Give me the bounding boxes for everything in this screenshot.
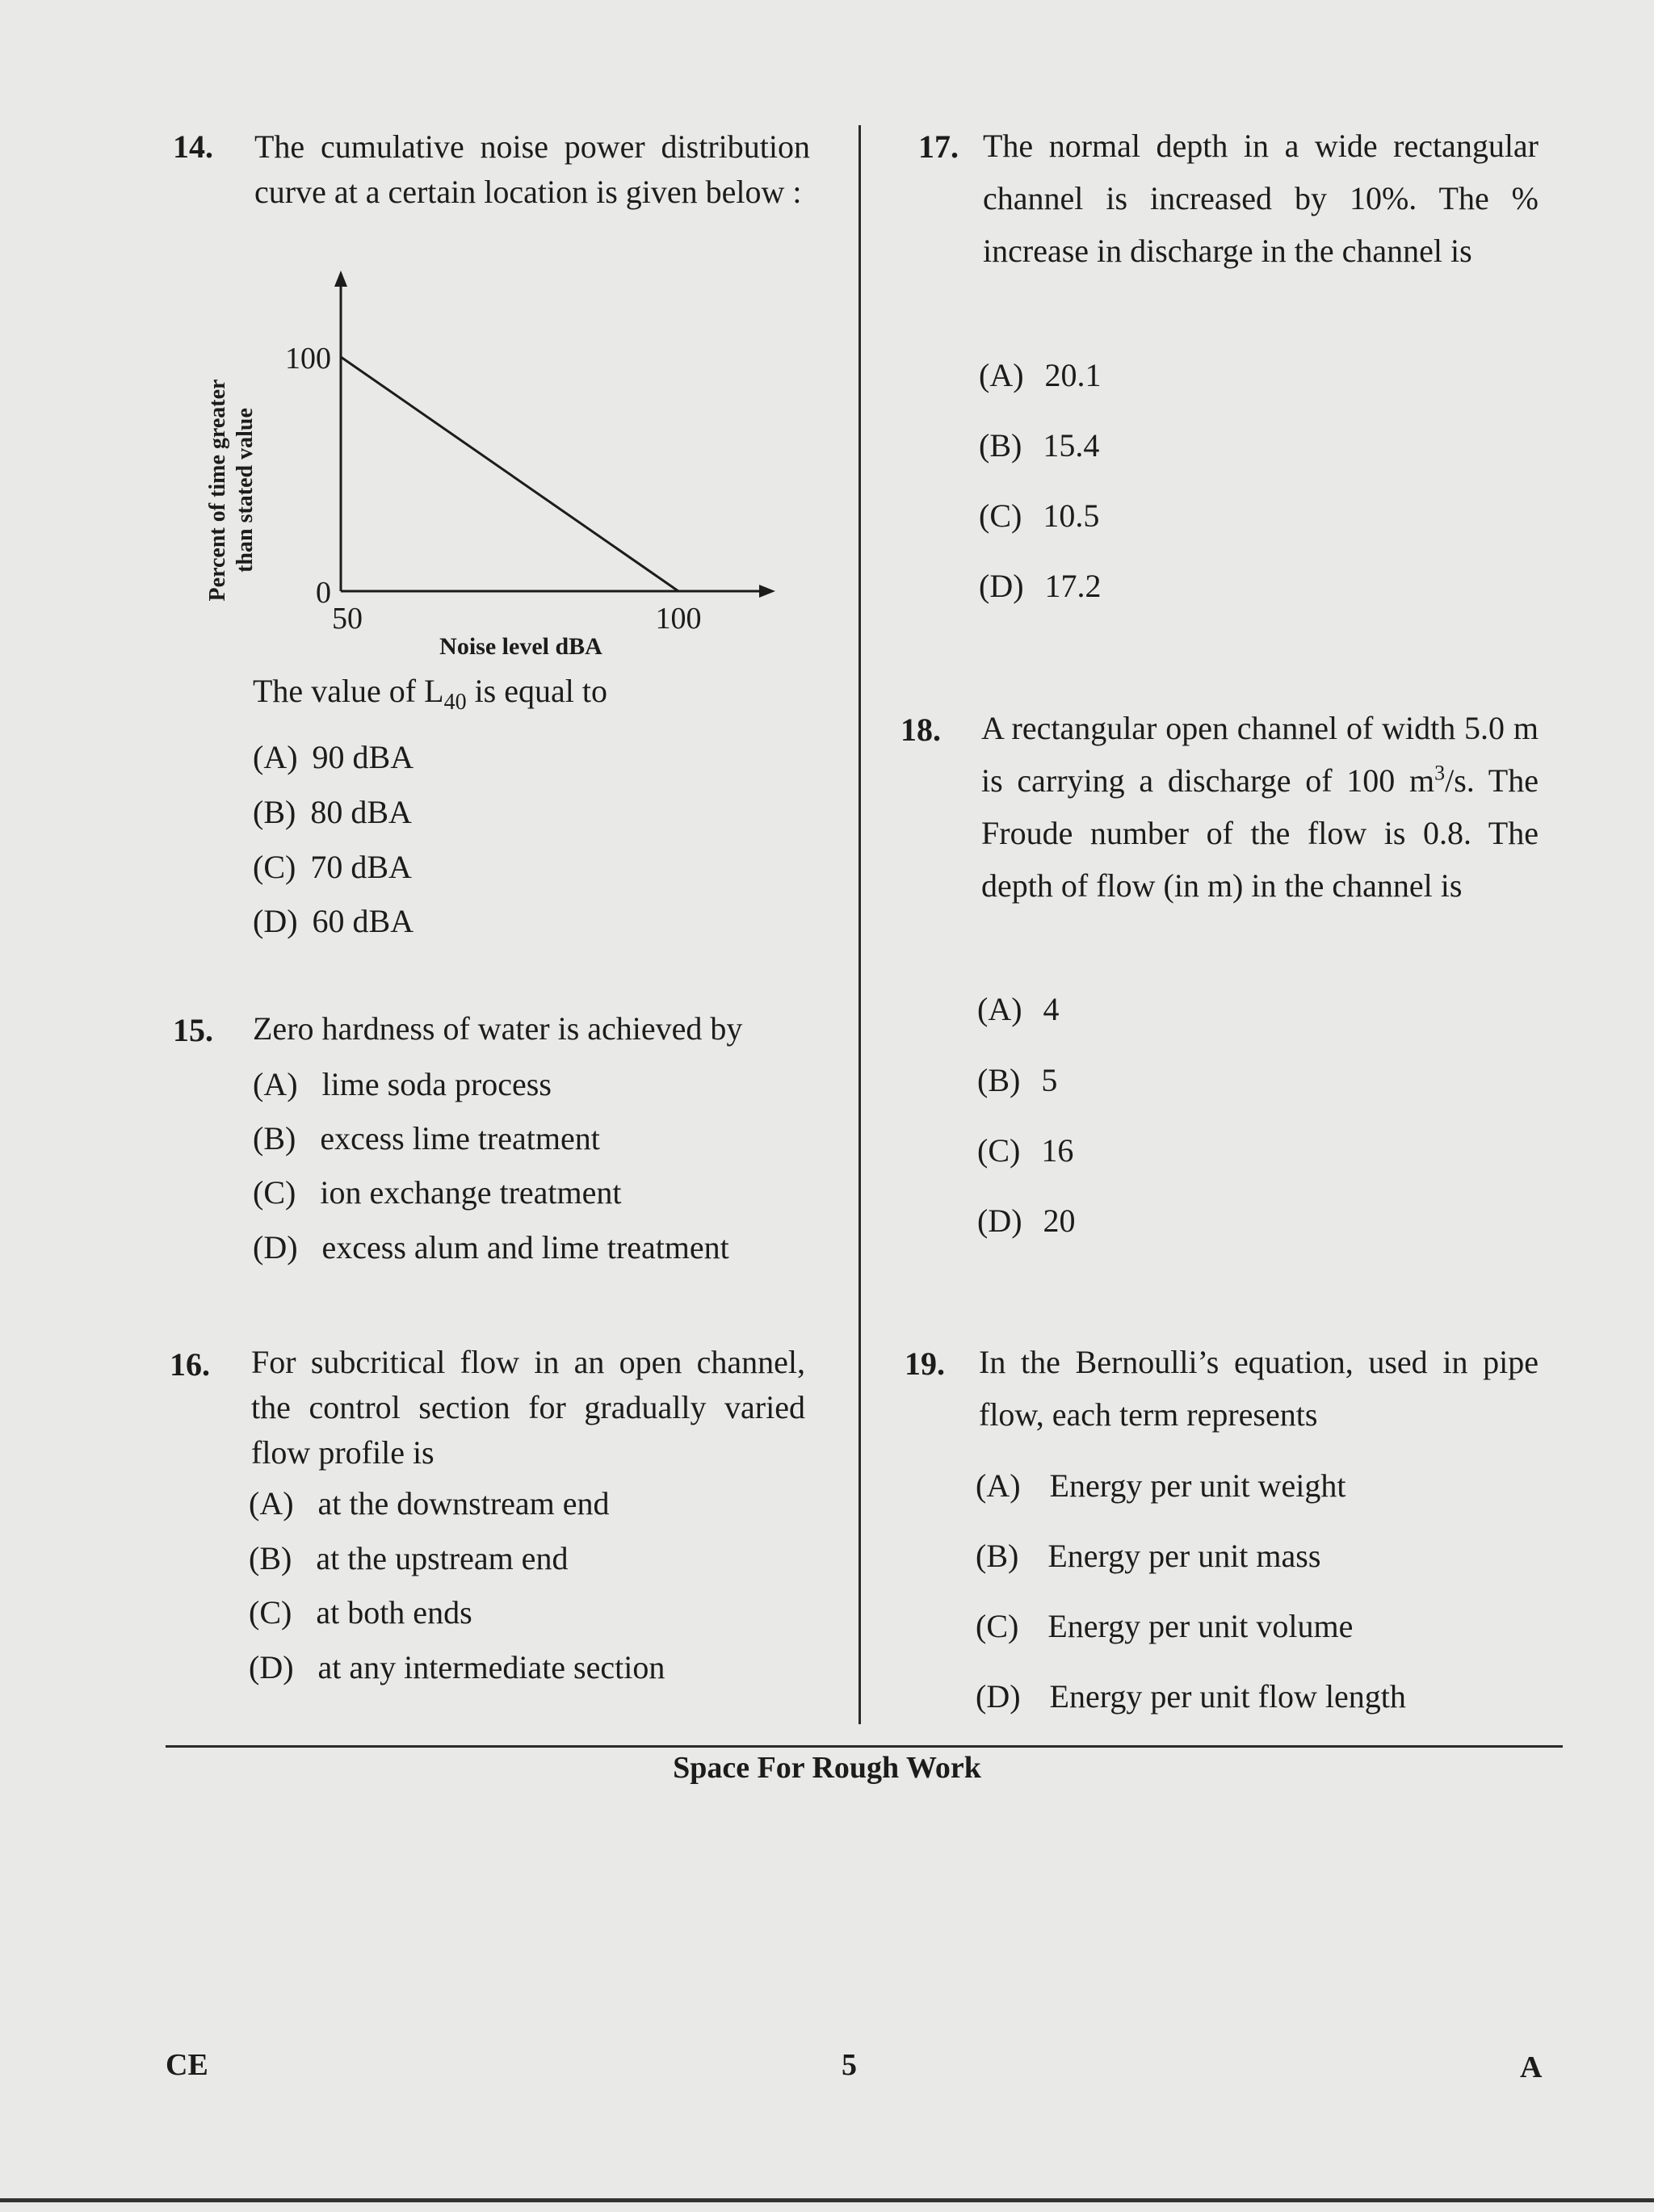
- q14-option-c[interactable]: [253, 848, 412, 886]
- q15-option-b[interactable]: [253, 1119, 600, 1157]
- q15-option-b-label: (B): [253, 1120, 296, 1156]
- q14-option-b-text: 80 dBA: [310, 794, 412, 830]
- q14-option-a-label: (A): [253, 739, 298, 775]
- series-line: [341, 357, 678, 591]
- q14-text: The cumulative noise power distribution curve at a certain location is given below :: [254, 128, 810, 210]
- q17-option-b-label: (B): [979, 427, 1022, 464]
- q15-option-a[interactable]: [253, 1065, 552, 1103]
- x-tick-label: 100: [655, 602, 702, 636]
- q19-option-b-text: Energy per unit mass: [1047, 1538, 1321, 1574]
- q18-option-b[interactable]: [977, 1061, 1057, 1099]
- q18-option-b-label: (B): [977, 1062, 1021, 1098]
- footer-page-number: 5: [842, 2048, 857, 2082]
- q15-option-d[interactable]: [253, 1228, 729, 1266]
- q17-option-b[interactable]: [979, 426, 1099, 464]
- q18-option-c-text: 16: [1041, 1132, 1074, 1169]
- y-tick-label: 100: [285, 342, 331, 376]
- q19-option-d-text: Energy per unit flow length: [1049, 1678, 1406, 1715]
- q19-option-a-label: (A): [976, 1467, 1021, 1504]
- q14-option-c-text: 70 dBA: [310, 849, 412, 885]
- x-tick-label: 50: [332, 602, 363, 636]
- q15-number: 15.: [173, 1012, 213, 1048]
- q14-option-a[interactable]: [253, 738, 414, 776]
- q14-question-intro: The value of L: [253, 673, 444, 709]
- q17-option-a-label: (A): [979, 357, 1024, 393]
- rough-work-label: Space For Rough Work: [673, 1751, 981, 1785]
- q15-option-d-label: (D): [253, 1229, 298, 1265]
- q16-option-d-label: (D): [249, 1649, 294, 1685]
- q16-option-a-text: at the downstream end: [317, 1485, 610, 1522]
- q15-option-d-text: excess alum and lime treatment: [321, 1229, 729, 1265]
- q16-option-c-label: (C): [249, 1594, 292, 1631]
- q14-option-d-text: 60 dBA: [312, 903, 414, 939]
- q14-option-d-label: (D): [253, 903, 298, 939]
- q17-option-d[interactable]: [979, 567, 1102, 605]
- q17-number: 17.: [918, 128, 959, 165]
- y-axis-title-line1: Percent of time greater: [205, 379, 230, 602]
- q18-option-a-text: 4: [1043, 991, 1060, 1027]
- q18-superscript: 3: [1434, 761, 1446, 785]
- q17-text: The normal depth in a wide rectangular channel is increased by 10%. The % increase in discharge in the channel is: [983, 128, 1539, 269]
- q14-question-line: [253, 672, 607, 716]
- q19-text: In the Bernoulli’s equation, used in pipe flow, each term represents: [979, 1344, 1539, 1433]
- q15-option-a-text: lime soda process: [321, 1066, 552, 1102]
- q17-option-d-label: (D): [979, 568, 1024, 604]
- q17-option-c-text: 10.5: [1043, 497, 1100, 534]
- q18-text: [981, 702, 1539, 912]
- footer-subject-code: CE: [166, 2048, 208, 2082]
- q15-option-b-text: excess lime treatment: [320, 1120, 600, 1156]
- q16-option-c-text: at both ends: [316, 1594, 472, 1631]
- q18-text-part1: A rectangular open channel of width 5.0 m is carrying a discharge of 100 m: [981, 710, 1539, 799]
- q19-option-a[interactable]: [976, 1467, 1345, 1505]
- q19-option-d[interactable]: [976, 1677, 1406, 1715]
- q19-option-c[interactable]: [976, 1607, 1353, 1645]
- q16-option-d-text: at any intermediate section: [317, 1649, 665, 1685]
- q19-option-c-label: (C): [976, 1608, 1019, 1644]
- q18-option-b-text: 5: [1041, 1062, 1058, 1098]
- q14-number: 14.: [173, 128, 213, 165]
- q14-option-a-text: 90 dBA: [312, 739, 414, 775]
- q16-option-a[interactable]: [249, 1484, 610, 1522]
- y-tick-label: 0: [316, 576, 331, 610]
- q16-option-d[interactable]: [249, 1648, 665, 1686]
- q17-option-a[interactable]: [979, 356, 1102, 394]
- q19-option-b-label: (B): [976, 1538, 1019, 1574]
- q19-option-d-label: (D): [976, 1678, 1021, 1715]
- q18-number: 18.: [900, 711, 941, 748]
- bottom-edge-rule: [0, 2198, 1654, 2202]
- q16-option-c[interactable]: [249, 1593, 472, 1631]
- footer-booklet-series: A: [1520, 2050, 1543, 2084]
- column-divider: [858, 125, 861, 1724]
- q18-option-d[interactable]: [977, 1202, 1076, 1240]
- q18-option-c[interactable]: [977, 1131, 1073, 1169]
- q18-text-part2: /s. The Froude number of the flow is 0.8. The depth of flow (in m) in the channel is: [981, 762, 1539, 904]
- q17-option-c-label: (C): [979, 497, 1022, 534]
- x-axis-title: Noise level dBA: [439, 633, 602, 660]
- q14-option-c-label: (C): [253, 849, 296, 885]
- q17-option-a-text: 20.1: [1044, 357, 1102, 393]
- y-axis-title-line2: than stated value: [233, 408, 258, 573]
- q18-option-a[interactable]: [977, 990, 1060, 1028]
- q16-number: 16.: [170, 1346, 210, 1383]
- q16-option-b-label: (B): [249, 1540, 292, 1576]
- q19-number: 19.: [905, 1345, 945, 1382]
- q17-option-d-text: 17.2: [1044, 568, 1102, 604]
- q17-option-b-text: 15.4: [1043, 427, 1100, 464]
- q18-option-d-label: (D): [977, 1203, 1022, 1239]
- q16-text: For subcritical flow in an open channel, the control section for gradually varied flow profile is: [251, 1344, 805, 1471]
- q16-option-b[interactable]: [249, 1539, 568, 1577]
- q16-option-a-label: (A): [249, 1485, 294, 1522]
- q18-option-c-label: (C): [977, 1132, 1021, 1169]
- noise-distribution-chart: [202, 267, 783, 662]
- q16-option-b-text: at the upstream end: [316, 1540, 569, 1576]
- q14-option-b-label: (B): [253, 794, 296, 830]
- q15-option-c-label: (C): [253, 1174, 296, 1211]
- q14-question-tail: is equal to: [466, 673, 607, 709]
- q14-option-b[interactable]: [253, 793, 412, 831]
- q18-option-d-text: 20: [1043, 1203, 1076, 1239]
- q19-option-a-text: Energy per unit weight: [1049, 1467, 1346, 1504]
- x-axis-arrow-icon: [759, 585, 775, 598]
- q15-option-c[interactable]: [253, 1173, 622, 1211]
- q14-subscript: 40: [443, 690, 467, 715]
- y-axis-arrow-icon: [334, 271, 347, 287]
- q15-text: Zero hardness of water is achieved by: [253, 1010, 743, 1047]
- q15-option-a-label: (A): [253, 1066, 298, 1102]
- rough-work-divider: [166, 1745, 1563, 1748]
- q19-option-b[interactable]: [976, 1537, 1320, 1575]
- q15-option-c-text: ion exchange treatment: [320, 1174, 622, 1211]
- q14-option-d[interactable]: [253, 902, 414, 940]
- q17-option-c[interactable]: [979, 497, 1099, 535]
- q19-option-c-text: Energy per unit volume: [1047, 1608, 1354, 1644]
- q18-option-a-label: (A): [977, 991, 1022, 1027]
